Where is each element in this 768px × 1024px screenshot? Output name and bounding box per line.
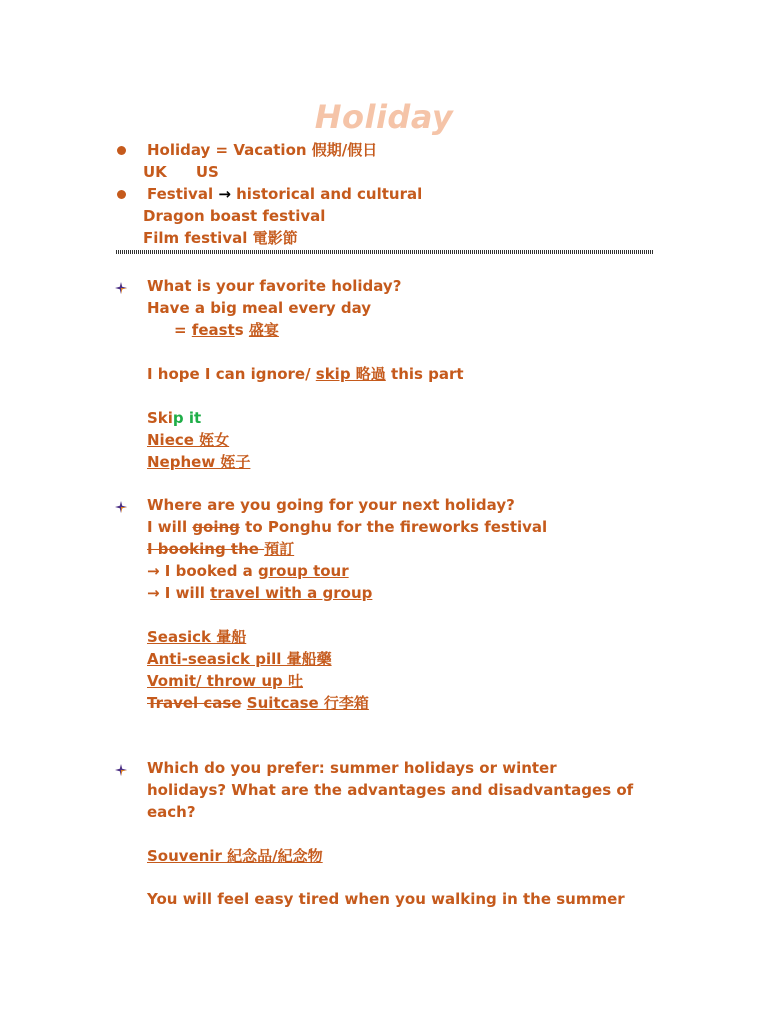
label-uk: UK: [143, 163, 167, 181]
text-line: [143, 162, 219, 182]
text-line: You will feel easy tired when you walking in the summer: [147, 890, 625, 908]
question-text: holidays? What are the advantages and disadvantages of: [147, 781, 634, 799]
star-bullet-icon: [114, 281, 128, 295]
section-divider: [116, 250, 653, 254]
text-line: Holiday = Vacation 假期/假日: [147, 141, 378, 159]
vocab-line: Nephew 姪子: [147, 453, 251, 471]
text-line: I hope I can ignore/ skip 略過 this part: [147, 365, 464, 383]
text-line: Skip it: [147, 409, 202, 427]
page-title: Holiday: [314, 98, 454, 136]
question-text: Where are you going for your next holiday?: [147, 496, 515, 514]
text-line: I booking the 預訂: [147, 540, 295, 558]
vocab-line: Niece 姪女: [147, 431, 230, 449]
bullet-dot-icon: [117, 146, 126, 155]
vocab-line: Seasick 暈船: [147, 628, 247, 646]
question-text: Which do you prefer: summer holidays or winter: [147, 759, 557, 777]
arrow-right-icon: →: [218, 185, 231, 203]
question-text: What is your favorite holiday?: [147, 277, 402, 295]
star-bullet-icon: [114, 500, 128, 514]
label-us: US: [195, 163, 219, 181]
text-line: Film festival 電影節: [143, 229, 298, 247]
text-line: Festival → historical and cultural: [147, 185, 423, 203]
text-line: = feasts 盛宴: [174, 321, 279, 339]
vocab-line: Anti-seasick pill 暈船藥: [147, 650, 332, 668]
vocab-line: Vomit/ throw up 吐: [147, 672, 304, 690]
text-line: → I booked a group tour: [147, 562, 349, 580]
text-line: Dragon boast festival: [143, 207, 326, 225]
vocab-line: Souvenir 紀念品/紀念物: [147, 847, 323, 865]
text-line: → I will travel with a group: [147, 584, 373, 602]
bullet-dot-icon: [117, 190, 126, 199]
text-line: Have a big meal every day: [147, 299, 372, 317]
question-text: each?: [147, 803, 196, 821]
text-line: I will going to Ponghu for the fireworks festival: [147, 518, 548, 536]
vocab-line: Travel case Suitcase 行李箱: [147, 694, 369, 712]
star-bullet-icon: [114, 763, 128, 777]
